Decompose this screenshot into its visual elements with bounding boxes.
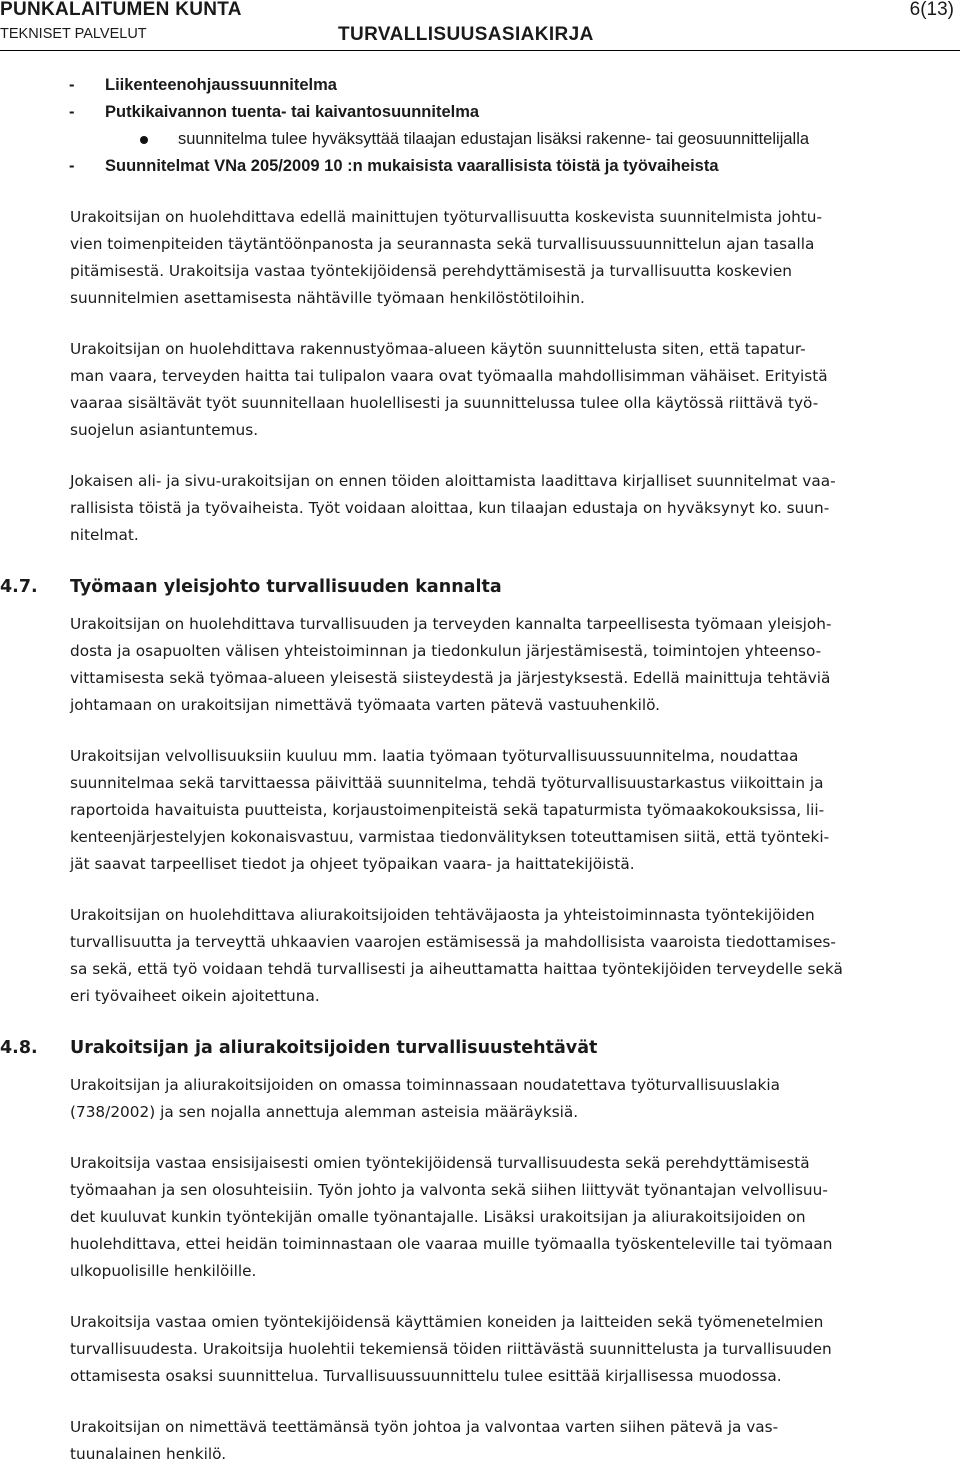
text-line: vittamisesta sekä työmaa-alueen yleisestä siisteydestä ja järjestyksestä. Edellä mainittuja tehtäviä [70,669,831,687]
spacer [0,312,960,336]
spacer [0,1126,960,1150]
text-line: eri työvaiheet oikein ajoitettuna. [70,987,320,1005]
text-line: suunnitelmien asettamisesta nähtäville työmaan henkilöstötiloihin. [70,289,585,307]
list-item-text: Liikenteenohjaussuunnitelma [105,76,337,94]
list-item [0,153,960,180]
spacer [0,1390,960,1414]
text-line: Urakoitsijan on huolehdittava rakennustyömaa-alueen käytön suunnittelusta siten, että tapatur- [70,340,806,358]
spacer [0,878,960,902]
text-line: Urakoitsijan on nimettävä teettämänsä työn johtoa ja valvontaa varten siihen pätevä ja vas- [70,1418,779,1436]
text-line: turvallisuutta ja terveyttä uhkaavien vaarojen estämisessä ja mahdollisista vaaroista tiedottamises- [70,933,836,951]
text-line: rallisista töistä ja työvaiheista. Työt voidaan aloittaa, kun tilaajan edustaja on hyväksynyt ko. suun- [70,499,830,517]
dash-marker: - [69,76,75,94]
paragraph-10 [0,1414,960,1468]
text-line: huolehdittava, ettei heidän toiminnastaan ole vaaraa muille työmaalla työskenteleville tai työmaan [70,1235,833,1253]
text-line: kenteenjärjestelyjen kokonaisvastuu, varmistaa tiedonvälityksen toteuttamisen siitä, että työnteki- [70,828,830,846]
spacer [0,1285,960,1309]
text-line: sa sekä, että työ voidaan tehdä turvallisesti ja aiheuttamatta haittaa työntekijöiden terveydelle sekä [70,960,843,978]
text-line: työmaahan ja sen olosuhteisiin. Työn johto ja valvonta sekä siihen liittyvät työnantajan velvollisuu- [70,1181,828,1199]
paragraph-3 [0,468,960,549]
dash-marker: - [69,103,75,121]
section-title: Urakoitsijan ja aliurakoitsijoiden turvallisuustehtävät [70,1038,598,1058]
section-number: 4.8. [0,1038,38,1058]
text-line: suojelun asiantuntemus. [70,421,259,439]
spacer [0,1010,960,1034]
spacer [0,549,960,573]
text-line: Urakoitsijan ja aliurakoitsijoiden on omassa toiminnassaan noudatettava työturvallisuuslakia [70,1076,780,1094]
list-item [0,99,960,126]
text-line: Urakoitsijan velvollisuuksiin kuuluu mm. laatia työmaan työturvallisuussuunnitelma, noudattaa [70,747,799,765]
text-line: Urakoitsijan on huolehdittava aliurakoitsijoiden tehtäväjaosta ja yhteistoiminnasta työntekijöiden [70,906,815,924]
sub-list-item-text: suunnitelma tulee hyväksyttää tilaajan edustajan lisäksi rakenne- tai geosuunnittelijalla [178,130,810,148]
text-line: (738/2002) ja sen nojalla annettuja alemman asteisia määräyksiä. [70,1103,579,1121]
list-item [0,72,960,99]
text-line: ottamisesta osaksi suunnittelua. Turvallisuussuunnittelu tulee esittää kirjallisessa muodossa. [70,1367,782,1385]
department-name: TEKNISET PALVELUT [0,26,147,42]
page-header [0,0,960,56]
text-line: nitelmat. [70,526,139,544]
spacer [0,444,960,468]
section-heading-4-7 [0,573,960,601]
paragraph-6 [0,902,960,1010]
section-number: 4.7. [0,577,38,597]
text-line: pitämisestä. Urakoitsija vastaa työntekijöidensä perehdyttämisestä ja turvallisuutta koskevien [70,262,792,280]
text-line: suunnitelmaa sekä tarvittaessa päivittää suunnitelma, tehdä työturvallisuustarkastus viikoittain ja [70,774,824,792]
text-line: vaaraa sisältävät työt suunnitellaan huolellisesti ja suunnittelussa tulee olla käytössä riittävä työ- [70,394,819,412]
spacer [0,719,960,743]
document-title: TURVALLISUUSASIAKIRJA [338,24,594,45]
text-line: Urakoitsijan on huolehdittava turvallisuuden ja terveyden kannalta tarpeellisesta työmaan yleisjoh- [70,615,832,633]
sub-list-item [0,126,960,153]
section-title: Työmaan yleisjohto turvallisuuden kannalta [70,577,502,597]
text-line: det kuuluvat kunkin työntekijän omalle työnantajalle. Lisäksi urakoitsijan ja aliurakoitsijoiden on [70,1208,806,1226]
text-line: Urakoitsija vastaa ensisijaisesti omien työntekijöidensä turvallisuudesta sekä perehdyttämisestä [70,1154,810,1172]
text-line: ulkopuolisille henkilöille. [70,1262,257,1280]
paragraph-2 [0,336,960,444]
paragraph-7 [0,1072,960,1126]
document-body [0,72,960,1468]
dash-marker: - [69,157,75,175]
spacer [0,180,960,204]
list-item-text: Suunnitelmat VNa 205/2009 10 :n mukaisista vaarallisista töistä ja työvaiheista [105,157,719,175]
header-divider [0,50,960,51]
list-item-text: Putkikaivannon tuenta- tai kaivantosuunnitelma [105,103,480,121]
paragraph-9 [0,1309,960,1390]
text-line: vien toimenpiteiden täytäntöönpanosta ja seurannasta sekä turvallisuussuunnittelun ajan tasalla [70,235,815,253]
paragraph-5 [0,743,960,878]
paragraph-1 [0,204,960,312]
text-line: jät saavat tarpeelliset tiedot ja ohjeet työpaikan vaara- ja haittatekijöistä. [70,855,635,873]
text-line: Urakoitsija vastaa omien työntekijöidensä käyttämien koneiden ja laitteiden sekä työmenetelmien [70,1313,824,1331]
text-line: johtamaan on urakoitsijan nimettävä työmaata varten pätevä vastuuhenkilö. [70,696,661,714]
text-line: dosta ja osapuolten välisen yhteistoiminnan ja tiedonkulun järjestämisestä, toimintojen yhteenso- [70,642,822,660]
text-line: Jokaisen ali- ja sivu-urakoitsijan on ennen töiden aloittamista laadittava kirjalliset suunnitelmat vaa- [70,472,836,490]
text-line: man vaara, terveyden haitta tai tulipalon vaara ovat työmaalla mahdollisimman vähäiset. Erityistä [70,367,828,385]
text-line: turvallisuudesta. Urakoitsija huolehtii tekemiensä töiden riittävästä suunnittelusta ja turvallisuuden [70,1340,832,1358]
text-line: raportoida havaituista puutteista, korjaustoimenpiteistä sekä tapaturmista työmaakokouksissa, lii- [70,801,825,819]
paragraph-8 [0,1150,960,1285]
text-line: Urakoitsijan on huolehdittava edellä mainittujen työturvallisuutta koskevista suunnitelmista johtu- [70,208,823,226]
page-number: 6(13) [909,0,954,20]
paragraph-4 [0,611,960,719]
section-heading-4-8 [0,1034,960,1062]
organization-name: PUNKALAITUMEN KUNTA [0,0,242,20]
bullet-icon [140,136,148,144]
text-line: tuunalainen henkilö. [70,1445,227,1463]
